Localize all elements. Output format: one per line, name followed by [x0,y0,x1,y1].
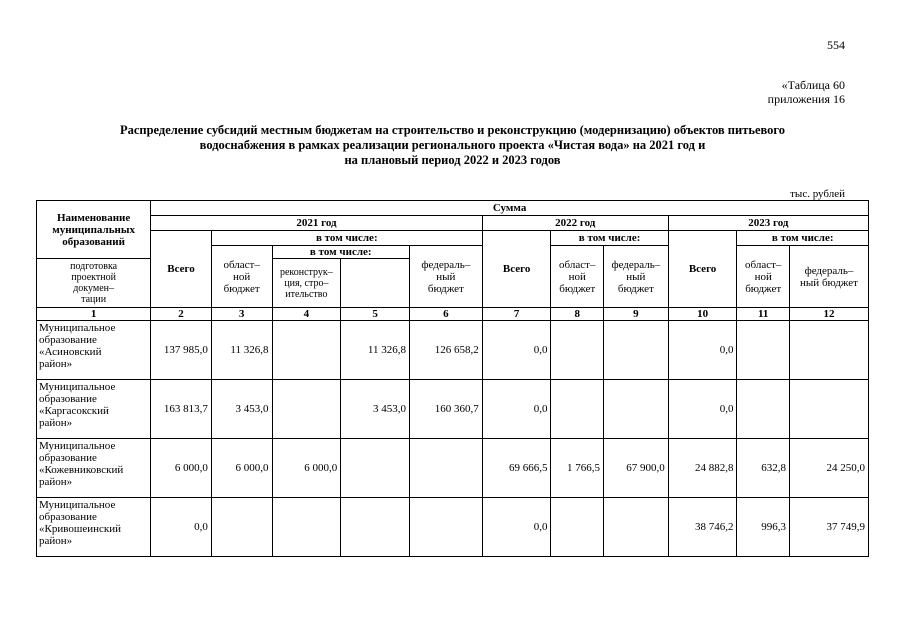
value-cell: 67 900,0 [604,439,669,498]
name-line: район» [39,358,73,370]
column-number: 8 [551,308,604,321]
header-text: бюджет [745,282,782,295]
header-year-2023: 2023 год [668,216,868,231]
value-cell [211,498,272,557]
header-name-line-2: муниципальных [52,223,135,236]
header-text: бюджет [223,282,260,295]
value-cell: 3 453,0 [211,380,272,439]
header-regional-2021 [211,246,272,308]
name-line: «Каргасокский [39,405,109,417]
column-number: 10 [668,308,737,321]
value-cell: 996,3 [737,498,790,557]
name-line: образование [39,334,97,346]
value-cell [272,380,341,439]
column-number: 9 [604,308,669,321]
value-cell: 0,0 [482,498,551,557]
header-text: ный [626,270,646,283]
units-label: тыс. рублей [790,188,845,200]
table-ref-line-1: «Таблица 60 [781,78,845,92]
header-including-2023: в том числе: [737,231,869,246]
value-cell [737,380,790,439]
value-cell: 632,8 [737,439,790,498]
value-cell [272,321,341,380]
table-reference [768,78,845,106]
name-line: Муниципальное [39,322,116,334]
value-cell: 137 985,0 [151,321,212,380]
header-text: област– [745,258,782,271]
name-line: «Кривошеинский [39,523,121,535]
header-total-2022: Всего [482,231,551,308]
header-text: федераль– [611,258,661,271]
value-cell: 0,0 [668,380,737,439]
header-name-line-3: образований [62,235,125,248]
value-cell: 24 250,0 [789,439,868,498]
value-cell [551,498,604,557]
header-federal-2021 [409,246,482,308]
column-number: 12 [789,308,868,321]
value-cell: 69 666,5 [482,439,551,498]
value-cell [604,498,669,557]
column-number: 3 [211,308,272,321]
header-including-2021: в том числе: [211,231,482,246]
name-line: образование [39,393,97,405]
header-federal-2023 [789,246,868,308]
table-row [37,439,869,498]
column-number: 1 [37,308,151,321]
value-cell [789,380,868,439]
table-row [37,321,869,380]
value-cell [341,439,410,498]
column-number: 6 [409,308,482,321]
name-line: район» [39,535,73,547]
header-regional-2023 [737,246,790,308]
value-cell: 126 658,2 [409,321,482,380]
header-text: реконструк– [279,266,333,278]
header-text: ной [568,270,586,283]
table-ref-line-2: приложения 16 [767,92,845,106]
municipality-name [37,380,151,439]
value-cell [409,498,482,557]
header-text: ный [436,270,456,283]
subsidy-table [36,200,869,557]
header-text: федераль– [421,258,471,271]
header-regional-2022 [551,246,604,308]
value-cell [789,321,868,380]
value-cell: 11 326,8 [211,321,272,380]
header-text: бюджет [617,282,654,295]
column-number: 4 [272,308,341,321]
title-line-2: водоснабжения в рамках реализации регионального проекта «Чистая вода» на 2021 год и [199,138,706,152]
name-line: Муниципальное [39,440,116,452]
value-cell: 24 882,8 [668,439,737,498]
value-cell [604,321,669,380]
value-cell: 6 000,0 [211,439,272,498]
header-text: ной [754,270,772,283]
table-row [37,498,869,557]
name-line: «Кожевниковский [39,464,124,476]
header-text: проектной [71,272,116,283]
value-cell: 6 000,0 [151,439,212,498]
header-name-line-1: Наименование [56,211,131,224]
value-cell: 1 766,5 [551,439,604,498]
value-cell: 163 813,7 [151,380,212,439]
value-cell [551,380,604,439]
header-text: тации [81,294,107,305]
value-cell: 160 360,7 [409,380,482,439]
value-cell: 3 453,0 [341,380,410,439]
header-including-sub-2021: в том числе: [272,246,409,259]
header-total-2023: Всего [668,231,737,308]
name-line: район» [39,476,73,488]
value-cell [409,439,482,498]
value-cell: 0,0 [151,498,212,557]
value-cell: 0,0 [482,321,551,380]
municipality-name [37,439,151,498]
header-year-2021: 2021 год [151,216,483,231]
header-text: бюджет [427,282,464,295]
page-number: 554 [827,38,845,52]
name-line: район» [39,417,73,429]
column-number: 7 [482,308,551,321]
column-number: 5 [341,308,410,321]
name-line: Муниципальное [39,499,116,511]
header-including-2022: в том числе: [551,231,668,246]
header-municipality [37,201,151,259]
header-text: бюджет [559,282,596,295]
header-reconstruction-2021 [272,259,341,308]
header-text: подготовка [70,261,118,272]
table-row [37,380,869,439]
title-line-1: Распределение субсидий местным бюджетам на строительство и реконструкцию (модернизацию) объектов питьевого [119,123,786,137]
name-line: Муниципальное [39,381,116,393]
header-federal-2022 [604,246,669,308]
header-sum: Сумма [151,201,869,216]
header-text: ция, стро– [284,277,329,289]
value-cell [341,498,410,557]
document-title [36,123,869,168]
value-cell: 6 000,0 [272,439,341,498]
header-design-docs-2021 [37,259,151,308]
header-text: област– [223,258,260,271]
value-cell [551,321,604,380]
header-year-2022: 2022 год [482,216,668,231]
value-cell [737,321,790,380]
municipality-name [37,498,151,557]
header-text: докумен– [73,283,114,294]
title-line-3: на плановый период 2022 и 2023 годов [344,153,561,167]
header-text: федераль– [804,264,854,277]
value-cell: 11 326,8 [341,321,410,380]
name-line: «Асиновский [39,346,102,358]
value-cell [604,380,669,439]
municipality-name [37,321,151,380]
name-line: образование [39,511,97,523]
column-number: 2 [151,308,212,321]
name-line: образование [39,452,97,464]
header-total-2021: Всего [151,231,212,308]
header-text: ной [233,270,251,283]
value-cell [272,498,341,557]
header-text: област– [559,258,596,271]
header-text: ный бюджет [800,276,858,289]
column-number: 11 [737,308,790,321]
value-cell: 38 746,2 [668,498,737,557]
value-cell: 37 749,9 [789,498,868,557]
value-cell: 0,0 [482,380,551,439]
value-cell: 0,0 [668,321,737,380]
header-text: ительство [285,288,328,300]
